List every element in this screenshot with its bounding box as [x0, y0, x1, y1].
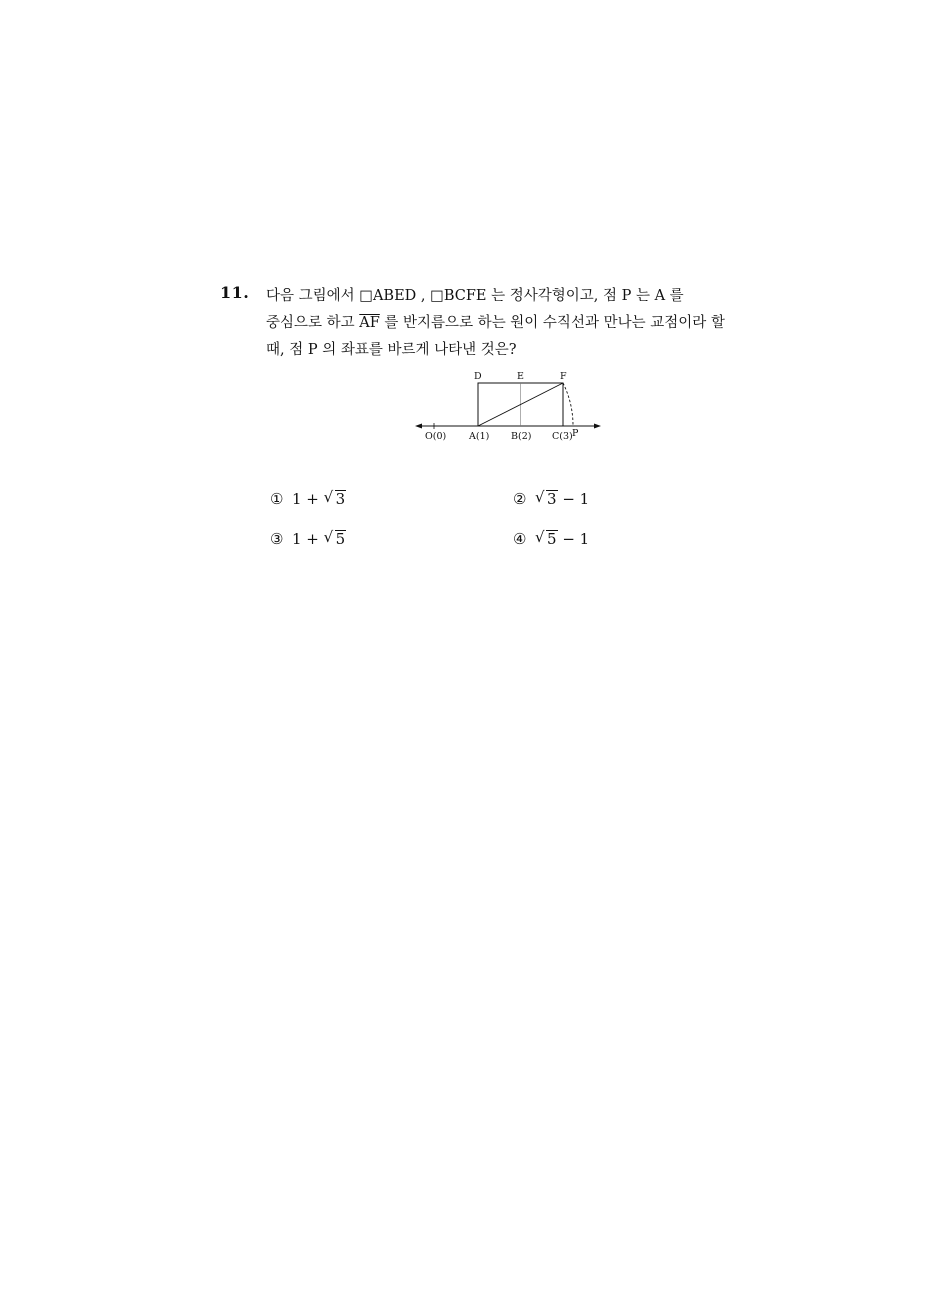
label-f: F	[560, 371, 567, 382]
choice-3-pre: 1 +	[292, 530, 324, 548]
left-arrow-icon	[415, 424, 422, 429]
arc-fp	[563, 383, 573, 426]
figure-number-line-squares	[413, 369, 603, 445]
question-text	[266, 283, 766, 364]
label-d: D	[474, 371, 482, 382]
question-line-3: 때, 점 P 의 좌표를 바르게 나타낸 것은?	[266, 342, 517, 358]
choice-4-radicand: 5	[547, 530, 557, 548]
question-line-2-post: 를 반지름으로 하는 원이 수직선과 만나는 교점이라 할	[379, 315, 725, 331]
question-line-2	[266, 310, 766, 337]
figure-svg	[413, 369, 603, 445]
choice-2-radicand: 3	[547, 490, 557, 508]
choice-1-mark: ①	[270, 490, 284, 508]
choice-1-sqrt: √ 3	[323, 488, 346, 508]
label-o: O(0)	[425, 431, 447, 442]
choice-2-mark: ②	[513, 490, 527, 508]
question-number: 11.	[220, 283, 250, 302]
choice-4-sqrt: √ 5	[535, 528, 557, 548]
choice-4[interactable]	[513, 530, 589, 548]
label-p: P	[572, 428, 579, 439]
choice-2[interactable]	[513, 490, 589, 508]
choice-1-radicand: 3	[335, 490, 346, 508]
choice-4-mark: ④	[513, 530, 527, 548]
choice-4-post: − 1	[557, 530, 590, 548]
label-c: C(3)	[552, 431, 573, 442]
label-a: A(1)	[469, 431, 490, 442]
choice-3[interactable]	[270, 530, 346, 548]
choice-3-radicand: 5	[335, 530, 346, 548]
question-line-2-pre: 중심으로 하고	[266, 315, 360, 331]
choice-1-pre: 1 +	[292, 490, 324, 508]
choice-1[interactable]	[270, 490, 346, 508]
label-b: B(2)	[511, 431, 532, 442]
choice-2-post: − 1	[557, 490, 590, 508]
right-arrow-icon	[594, 424, 601, 429]
choice-2-sqrt: √ 3	[535, 488, 557, 508]
label-e: E	[517, 371, 524, 382]
question-line-1: 다음 그림에서 □ABED , □BCFE 는 정사각형이고, 점 P 는 A 를	[266, 288, 684, 304]
choice-3-mark: ③	[270, 530, 284, 548]
segment-af: $\overline{AF}$	[359, 315, 380, 331]
choice-3-sqrt: √ 5	[323, 528, 346, 548]
